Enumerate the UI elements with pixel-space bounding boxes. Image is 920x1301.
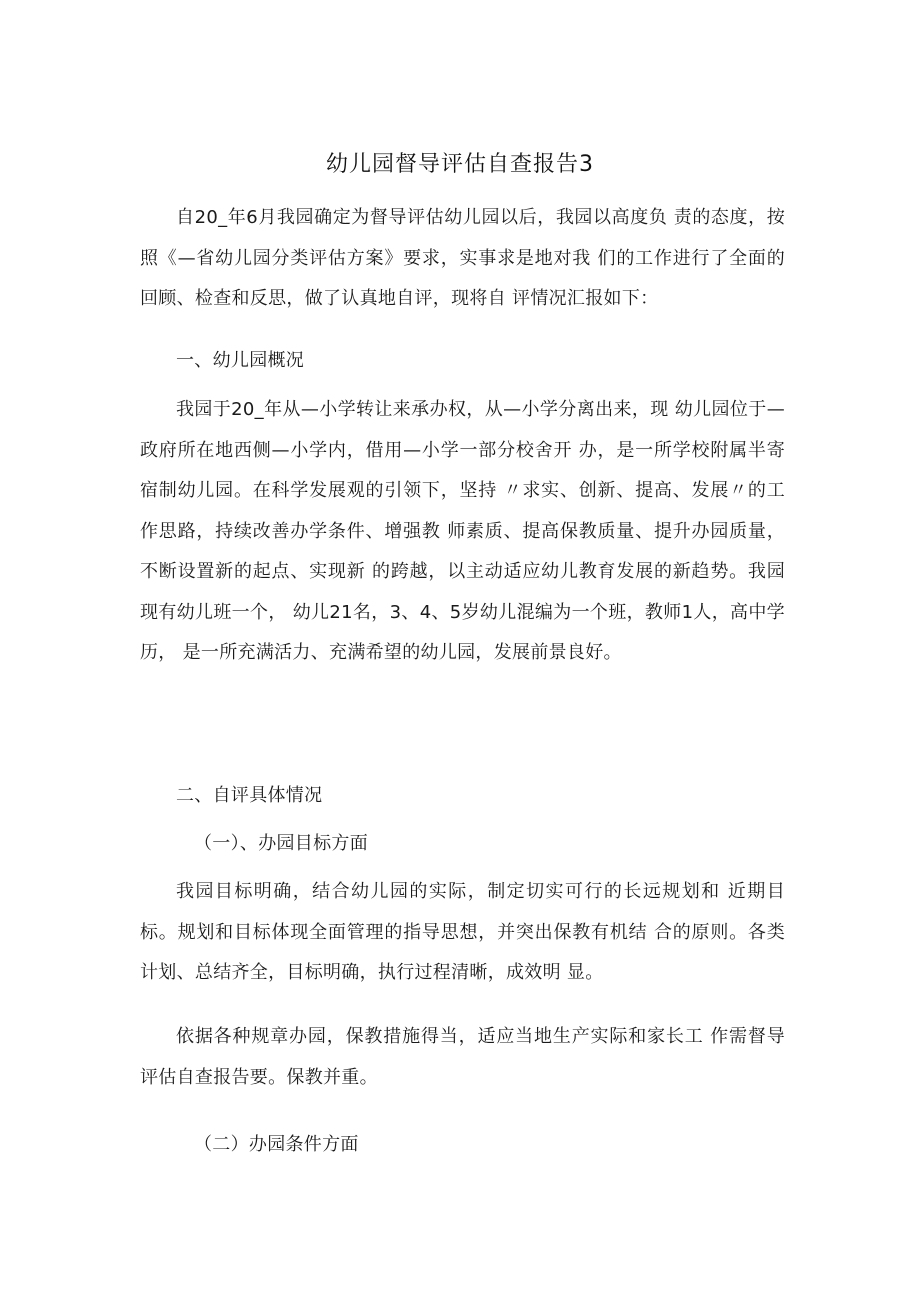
document-title: 幼儿园督导评估自查报告3	[326, 152, 594, 177]
section-heading-self-evaluation: 二、自评具体情况	[176, 785, 323, 806]
intro-paragraph: 自20_年6月我园确定为督导评估幼儿园以后，我园以高度负 责的态度，按照《—省幼儿园分类评估方案》要求，实事求是地对我 们的工作进行了全面的回顾、检查和反思，做了认真地自评，现将自 评情况汇报如下：	[140, 207, 785, 309]
goals-paragraph: 我园目标明确，结合幼儿园的实际，制定切实可行的长远规划和 近期目标。规划和目标体现全面管理的指导思想，并突出保教有机结 合的原则。各类计划、总结齐全，目标明确，执行过程清晰，成效明 显。	[140, 881, 785, 983]
section-heading-overview: 一、幼儿园概况	[176, 350, 305, 371]
subsection-heading-conditions: （二）办园条件方面	[194, 1134, 359, 1155]
regulations-paragraph: 依据各种规章办园，保教措施得当，适应当地生产实际和家长工 作需督导评估自查报告要。保教并重。	[140, 1026, 785, 1088]
subsection-heading-goals: （一）、办园目标方面	[194, 833, 368, 854]
overview-paragraph: 我园于20_年从—小学转让来承办权，从—小学分离出来，现 幼儿园位于—政府所在地西侧—小学内，借用—小学一部分校舍开 办，是一所学校附属半寄宿制幼儿园。在科学发展观的引领下，坚持 〃求实、创新、提高、发展〃的工作思路，持续改善办学条件、增强教 师素质、提高保教质量、提升办园质量，不断设置新的起点、实现新 的跨越，以主动适应幼儿教育发展的新趋势。我园现有幼儿班一个， 幼儿21名，3、4、5岁幼儿混编为一个班，教师1人，高中学历， 是一所充满活力、充满希望的幼儿园，发展前景良好。	[140, 399, 785, 663]
